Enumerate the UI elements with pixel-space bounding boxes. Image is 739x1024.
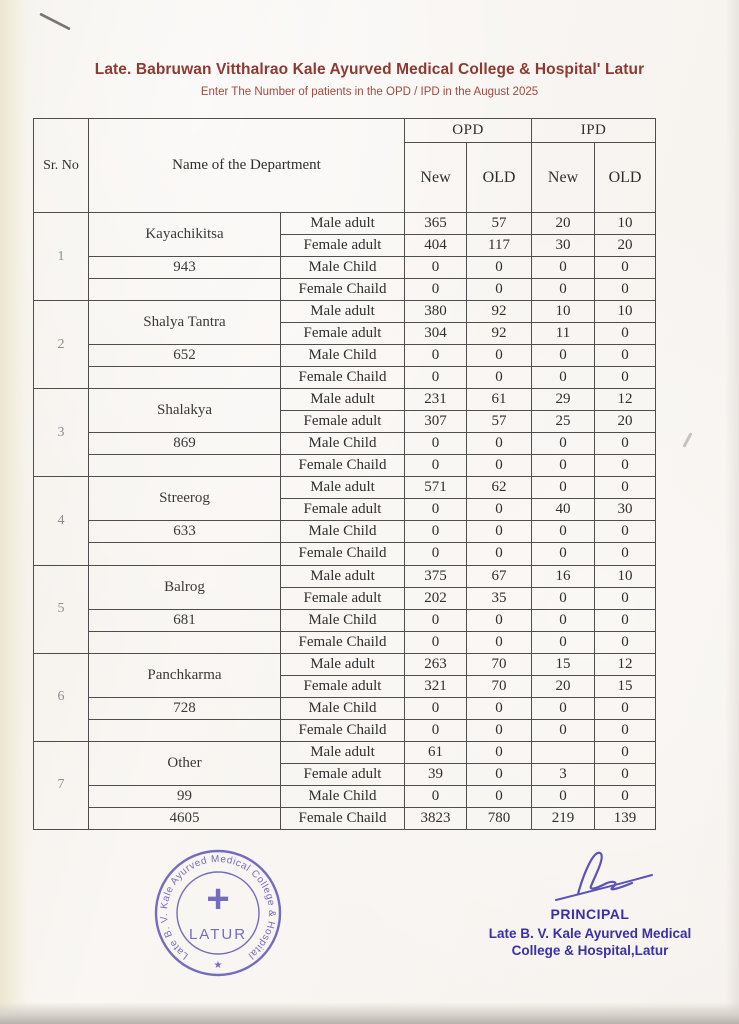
opd-new-cell: 263 [405,653,467,675]
opd-new-cell: 0 [405,719,467,741]
category-cell: Male adult [281,213,405,235]
stray-mark [682,432,692,448]
ipd-old-cell: 0 [595,697,656,719]
ipd-new-cell: 11 [532,323,595,345]
table-row [34,785,656,807]
ipd-old-cell: 0 [595,609,656,631]
ipd-new-cell: 0 [532,279,595,301]
department-total-cell: 652 [89,345,281,367]
opd-old-cell: 0 [467,367,532,389]
ipd-new-cell: 0 [532,543,595,565]
table-row [34,345,656,367]
ipd-old-cell: 0 [595,785,656,807]
ipd-old-cell: 0 [595,741,656,763]
opd-old-cell: 0 [467,279,532,301]
department-name-cell: Panchkarma [89,653,281,697]
ipd-old-cell: 139 [595,807,656,829]
opd-new-cell: 0 [405,257,467,279]
department-total-cell: 99 [89,785,281,807]
category-cell: Female adult [281,235,405,257]
opd-old-cell: 92 [467,323,532,345]
opd-old-cell: 57 [467,213,532,235]
opd-new-cell: 0 [405,433,467,455]
category-cell: Male Child [281,521,405,543]
opd-old-cell: 0 [467,433,532,455]
opd-old-cell: 0 [467,741,532,763]
header-sr-no: Sr. No [34,119,89,213]
stamp-center-text: LATUR [188,926,248,943]
opd-old-cell: 0 [467,785,532,807]
principal-title: PRINCIPAL [550,906,630,922]
ipd-old-cell: 10 [595,565,656,587]
ipd-new-cell: 0 [532,477,595,499]
document-subtitle: Enter The Number of patients in the OPD / IPD in the August 2025 [200,86,539,98]
principal-signature [540,842,670,908]
ipd-old-cell: 0 [595,367,656,389]
ipd-old-cell: 10 [595,301,656,323]
opd-new-cell: 0 [405,455,467,477]
ipd-new-cell: 25 [532,411,595,433]
opd-old-cell: 0 [467,763,532,785]
ipd-new-cell: 219 [532,807,595,829]
ipd-new-cell: 20 [532,675,595,697]
ipd-new-cell: 30 [532,235,595,257]
ipd-new-cell: 0 [532,631,595,653]
header-row-groups [34,119,656,143]
table-row [34,741,656,763]
opd-new-cell: 0 [405,279,467,301]
ipd-new-cell: 10 [532,301,595,323]
table-row [34,631,656,653]
header-ipd-group: IPD [532,119,656,143]
department-name-cell: Shalya Tantra [89,301,281,345]
ipd-new-cell: 0 [532,609,595,631]
opd-old-cell: 70 [467,675,532,697]
sr-no-cell: 3 [34,389,89,477]
table-row [34,477,656,499]
stamp-ring-text: Late B. V. Kale Ayurved Medical College & Hospital [158,853,278,962]
ipd-old-cell: 0 [595,631,656,653]
table-row [34,213,656,235]
sr-no-cell: 2 [34,301,89,389]
ipd-old-cell: 20 [595,411,656,433]
sr-no-cell: 7 [34,741,89,829]
opd-new-cell: 0 [405,697,467,719]
department-total-cell: 728 [89,697,281,719]
category-cell: Female adult [281,587,405,609]
opd-old-cell: 0 [467,631,532,653]
opd-old-cell: 67 [467,565,532,587]
header-opd-new: New [405,143,467,213]
header-opd-old: OLD [467,143,532,213]
category-cell: Female Chaild [281,455,405,477]
category-cell: Female adult [281,763,405,785]
ipd-new-cell: 0 [532,785,595,807]
opd-new-cell: 0 [405,521,467,543]
ipd-old-cell: 15 [595,675,656,697]
table-row [34,543,656,565]
opd-new-cell: 0 [405,631,467,653]
department-total-cell: 681 [89,609,281,631]
ipd-new-cell: 40 [532,499,595,521]
scan-edge-right [725,0,739,1024]
opd-new-cell: 404 [405,235,467,257]
ipd-new-cell: 0 [532,345,595,367]
ipd-old-cell: 20 [595,235,656,257]
ipd-new-cell: 0 [532,719,595,741]
patients-table-body [34,213,656,830]
table-row [34,301,656,323]
sr-no-cell: 5 [34,565,89,653]
opd-new-cell: 375 [405,565,467,587]
category-cell: Female Chaild [281,807,405,829]
table-row [34,565,656,587]
category-cell: Male adult [281,653,405,675]
category-cell: Male Child [281,785,405,807]
department-total-cell: 633 [89,521,281,543]
category-cell: Male adult [281,477,405,499]
ipd-old-cell: 12 [595,653,656,675]
ipd-old-cell: 30 [595,499,656,521]
sr-no-cell: 6 [34,653,89,741]
ipd-new-cell: 20 [532,213,595,235]
category-cell: Male adult [281,389,405,411]
category-cell: Female Chaild [281,279,405,301]
opd-new-cell: 202 [405,587,467,609]
ipd-new-cell: 0 [532,455,595,477]
table-row [34,609,656,631]
table-row [34,279,656,301]
opd-new-cell: 571 [405,477,467,499]
stamp-star-icon: ★ [213,960,223,971]
ipd-new-cell: 16 [532,565,595,587]
category-cell: Male Child [281,345,405,367]
principal-block [468,906,712,959]
ipd-new-cell: 15 [532,653,595,675]
department-total-cell: 943 [89,257,281,279]
department-extra-cell [89,367,281,389]
ipd-old-cell: 0 [595,279,656,301]
category-cell: Male Child [281,609,405,631]
opd-old-cell: 0 [467,543,532,565]
category-cell: Female Chaild [281,631,405,653]
ipd-old-cell: 0 [595,345,656,367]
category-cell: Male Child [281,697,405,719]
category-cell: Female adult [281,411,405,433]
table-row [34,389,656,411]
header-opd-group: OPD [405,119,532,143]
ipd-old-cell: 0 [595,719,656,741]
opd-old-cell: 61 [467,389,532,411]
ipd-old-cell: 0 [595,455,656,477]
opd-old-cell: 92 [467,301,532,323]
opd-old-cell: 0 [467,499,532,521]
header-department: Name of the Department [89,119,405,213]
opd-old-cell: 57 [467,411,532,433]
ipd-old-cell: 0 [595,323,656,345]
principal-org-line1: Late B. V. Kale Ayurved Medical [488,926,692,941]
sr-no-cell: 1 [34,213,89,301]
header-ipd-new: New [532,143,595,213]
category-cell: Female adult [281,675,405,697]
opd-old-cell: 0 [467,521,532,543]
department-extra-cell [89,719,281,741]
department-extra-cell [89,279,281,301]
ipd-old-cell: 0 [595,521,656,543]
ipd-new-cell: 0 [532,521,595,543]
category-cell: Female adult [281,499,405,521]
ipd-old-cell: 0 [595,763,656,785]
ipd-old-cell: 12 [595,389,656,411]
table-row [34,719,656,741]
category-cell: Female Chaild [281,367,405,389]
ipd-new-cell: 0 [532,697,595,719]
department-extra-cell: 4605 [89,807,281,829]
category-cell: Male adult [281,741,405,763]
ipd-new-cell: 0 [532,257,595,279]
opd-old-cell: 0 [467,455,532,477]
opd-new-cell: 0 [405,367,467,389]
patients-table-header [34,119,656,213]
table-row [34,807,656,829]
rubber-stamp [151,846,285,980]
category-cell: Male adult [281,565,405,587]
opd-new-cell: 307 [405,411,467,433]
opd-old-cell: 780 [467,807,532,829]
patients-table [33,118,656,830]
category-cell: Female adult [281,323,405,345]
opd-old-cell: 0 [467,697,532,719]
opd-new-cell: 321 [405,675,467,697]
table-row [34,455,656,477]
department-name-cell: Shalakya [89,389,281,433]
category-cell: Male Child [281,257,405,279]
opd-new-cell: 61 [405,741,467,763]
opd-new-cell: 39 [405,763,467,785]
opd-old-cell: 70 [467,653,532,675]
department-extra-cell [89,631,281,653]
opd-new-cell: 231 [405,389,467,411]
pen-mark [39,12,71,30]
opd-new-cell: 304 [405,323,467,345]
department-extra-cell [89,455,281,477]
department-name-cell: Balrog [89,565,281,609]
table-row [34,367,656,389]
ipd-old-cell: 10 [595,213,656,235]
scan-edge-bottom [0,1002,739,1024]
sr-no-cell: 4 [34,477,89,565]
opd-new-cell: 0 [405,345,467,367]
department-extra-cell [89,543,281,565]
department-name-cell: Streerog [89,477,281,521]
ipd-old-cell: 0 [595,433,656,455]
table-row [34,257,656,279]
scan-edge-left [0,0,28,1024]
opd-old-cell: 0 [467,609,532,631]
header-ipd-old: OLD [595,143,656,213]
ipd-old-cell: 0 [595,587,656,609]
ipd-new-cell: 0 [532,433,595,455]
department-name-cell: Kayachikitsa [89,213,281,257]
stamp-plus-icon: + [206,877,230,921]
ipd-new-cell: 3 [532,763,595,785]
category-cell: Male adult [281,301,405,323]
ipd-old-cell: 0 [595,257,656,279]
opd-old-cell: 35 [467,587,532,609]
table-row [34,653,656,675]
principal-org-line2: College & Hospital,Latur [511,943,669,958]
ipd-new-cell [532,741,595,763]
opd-old-cell: 0 [467,719,532,741]
category-cell: Male Child [281,433,405,455]
table-row [34,697,656,719]
opd-new-cell: 0 [405,785,467,807]
opd-old-cell: 0 [467,257,532,279]
opd-new-cell: 0 [405,499,467,521]
opd-new-cell: 380 [405,301,467,323]
ipd-new-cell: 0 [532,367,595,389]
document-title: Late. Babruwan Vitthalrao Kale Ayurved Medical College & Hospital' Latur [94,61,645,78]
table-row [34,521,656,543]
ipd-new-cell: 0 [532,587,595,609]
ipd-new-cell: 29 [532,389,595,411]
category-cell: Female Chaild [281,543,405,565]
opd-new-cell: 3823 [405,807,467,829]
table-row [34,433,656,455]
ipd-old-cell: 0 [595,543,656,565]
department-total-cell: 869 [89,433,281,455]
ipd-old-cell: 0 [595,477,656,499]
opd-new-cell: 365 [405,213,467,235]
department-name-cell: Other [89,741,281,785]
signature-underline [556,875,652,900]
opd-old-cell: 0 [467,345,532,367]
opd-old-cell: 117 [467,235,532,257]
category-cell: Female Chaild [281,719,405,741]
opd-new-cell: 0 [405,543,467,565]
opd-new-cell: 0 [405,609,467,631]
opd-old-cell: 62 [467,477,532,499]
